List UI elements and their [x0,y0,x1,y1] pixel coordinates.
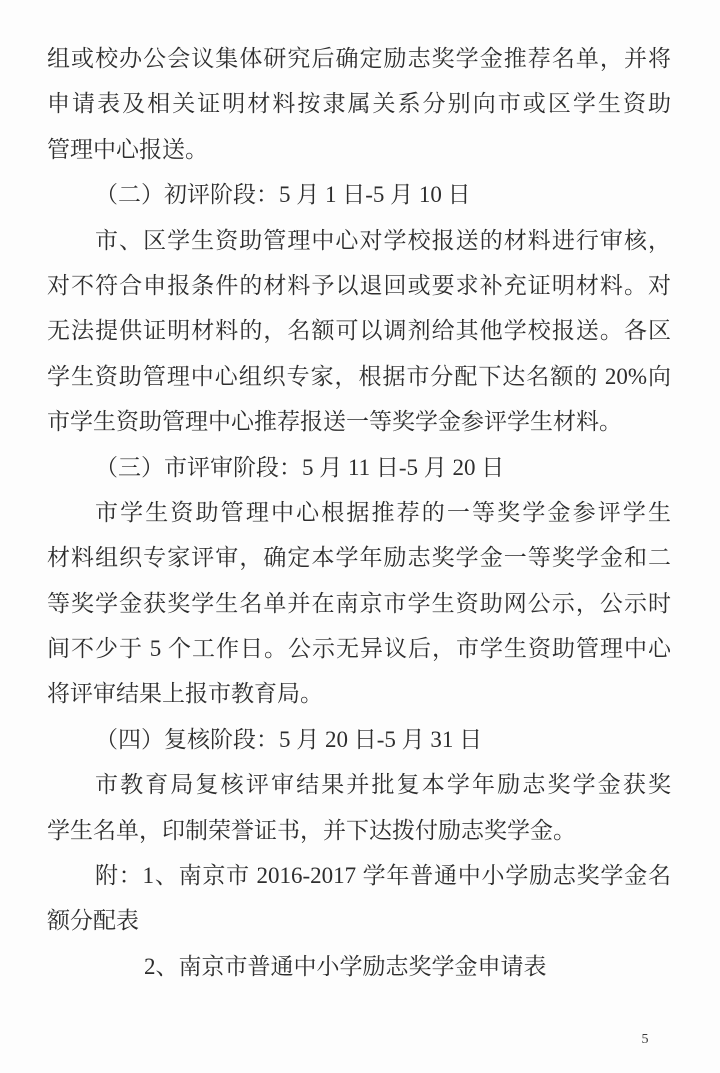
attachment-item-2: 2、南京市普通中小学励志奖学金申请表 [144,953,547,979]
attachment-item-1-cont: 额分配表 [47,908,139,934]
section-heading-2: （二）初评阶段：5 月 1 日-5 月 10 日 [95,182,471,208]
page-number: 5 [641,1032,649,1047]
text-line: 学生名单，印制荣誉证书，并下达拨付励志奖学金。 [47,817,576,843]
text-line: 市、区学生资助管理中心对学校报送的材料进行审核， [95,227,671,253]
text-line: 等奖学金获奖学生名单并在南京市学生资助网公示，公示时 [47,590,671,616]
attachment-item-1: 附：1、南京市 2016-2017 学年普通中小学励志奖学金名 [95,863,671,889]
text-line: 材料组织专家评审，确定本学年励志奖学金一等奖学金和二 [47,545,671,571]
text-line: 市学生资助管理中心推荐报送一等奖学金参评学生材料。 [47,409,622,435]
text-line: 对不符合申报条件的材料予以退回或要求补充证明材料。对 [47,272,671,298]
document-body [47,36,671,989]
text-line: 管理中心报送。 [47,136,208,162]
text-line: 组或校办公会议集体研究后确定励志奖学金推荐名单，并将 [47,46,671,71]
section-heading-4: （四）复核阶段：5 月 20 日-5 月 31 日 [95,726,483,752]
text-line: 将评审结果上报市教育局。 [47,681,323,707]
text-line: 申请表及相关证明材料按隶属关系分别向市或区学生资助 [47,91,671,117]
text-line: 无法提供证明材料的，名额可以调剂给其他学校报送。各区 [47,318,671,344]
section-heading-3: （三）市评审阶段：5 月 11 日-5 月 20 日 [95,454,505,480]
text-line: 市学生资助管理中心根据推荐的一等奖学金参评学生 [95,499,671,525]
text-line: 学生资助管理中心组织专家，根据市分配下达名额的 20%向 [47,363,671,389]
text-line: 间不少于 5 个工作日。公示无异议后，市学生资助管理中心 [47,636,671,662]
text-line: 市教育局复核评审结果并批复本学年励志奖学金获奖 [95,772,671,798]
